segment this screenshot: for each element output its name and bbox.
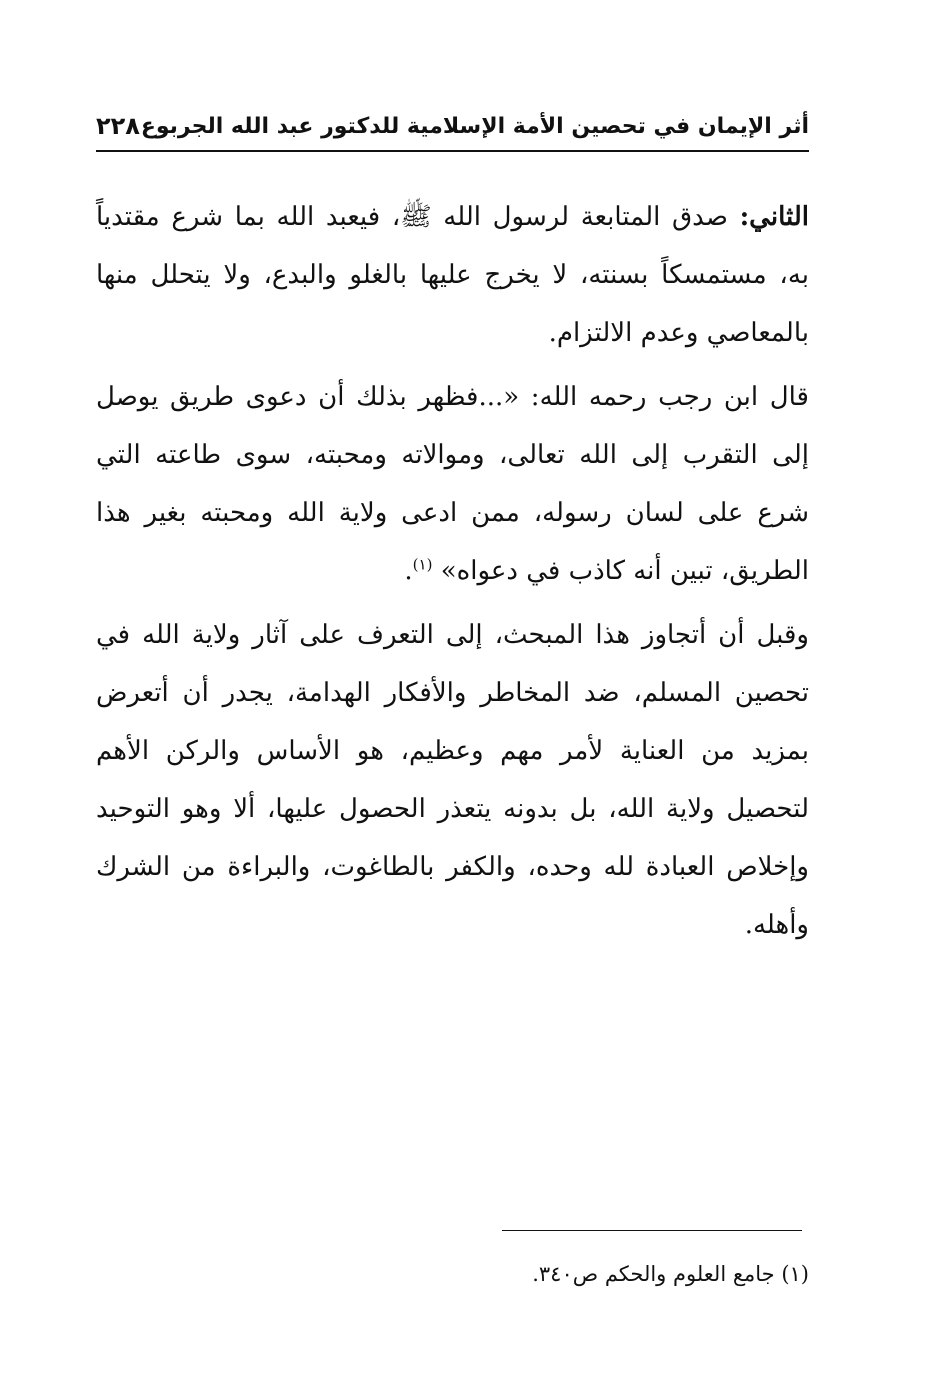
paragraph-end: . xyxy=(404,556,413,586)
running-header xyxy=(96,104,809,148)
paragraph-quote xyxy=(96,368,809,600)
footnote: (١) جامع العلوم والحكم ص٣٤٠. xyxy=(532,1262,809,1286)
paragraph-text: قال ابن رجب رحمه الله: «...فظهر بذلك أن دعوى طريق يوصل إلى التقرب إلى الله تعالى، وموالاته ومحبته، سوى طاعته التي شرع على لسان رسوله، ممن ادعى ولاية الله ومحبته بغير هذا الطريق، تبين أنه كاذب في دعواه» xyxy=(96,382,809,586)
paragraph-text: وقبل أن أتجاوز هذا المبحث، إلى التعرف على آثار ولاية الله في تحصين المسلم، ضد المخاطر والأفكار الهدامة، يجدر أن أتعرض بمزيد من العناية لأمر مهم وعظيم، هو الأساس والركن الأهم لتحصيل ولاية الله، بل بدونه يتعذر الحصول عليها، ألا وهو التوحيد وإخلاص العبادة لله وحده، والكفر بالطاغوت، والبراءة من الشرك وأهله. xyxy=(96,620,809,940)
body-text xyxy=(96,188,809,960)
header-title: أثر الإيمان في تحصين الأمة الإسلامية للدكتور عبد الله الجربوع xyxy=(140,113,809,139)
footnote-separator xyxy=(502,1230,802,1231)
footnote-reference: (١) xyxy=(412,555,433,574)
paragraph-text: صدق المتابعة لرسول الله ﷺ، فيعبد الله بما شرع مقتدياً به، مستمسكاً بسنته، لا يخرج عليها بالغلو والبدع، ولا يتحلل منها بالمعاصي وعدم الالتزام. xyxy=(96,202,809,348)
header-rule xyxy=(96,150,809,152)
paragraph-second-condition xyxy=(96,188,809,362)
paragraph-transition xyxy=(96,606,809,954)
paragraph-lead: الثاني: xyxy=(739,202,809,232)
page-number: ٢٢٨ xyxy=(96,112,140,140)
